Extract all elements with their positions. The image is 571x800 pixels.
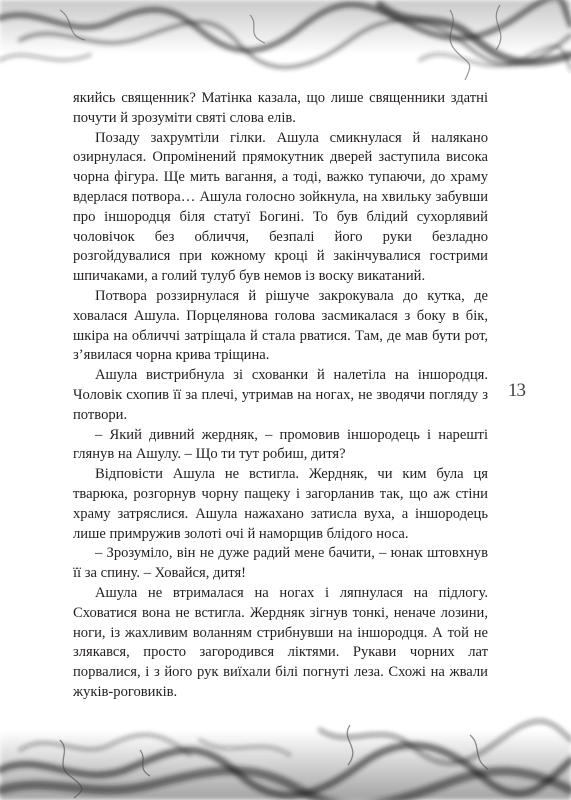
paragraph: – Який дивний жердняк, – промовив іншородець і нарешті глянув на Ашулу. – Що ти тут робиш, дитя? xyxy=(73,426,488,463)
paragraph: Потвора роззирнулася й рішуче закрокувала до кутка, де ховалася Ашула. Порцелянова голова засмикалася з боку в бік, шкіра на обличчі затріщала й стала рватися. Там, де мав бути рот, з’явилася чорна крива тріщина. xyxy=(73,287,488,364)
body-text xyxy=(73,89,488,703)
page-number: 13 xyxy=(508,380,525,401)
paragraph: якийсь священник? Матінка казала, що лише священники здатні почути й зрозуміти святі слова елів. xyxy=(73,90,488,126)
paragraph: – Зрозуміло, він не дуже радий мене бачити, – юнак штовхнув її за спину. – Ховайся, дитя! xyxy=(73,545,488,582)
paragraph: Позаду захрумтіли гілки. Ашула смикнулася й налякано озирнулася. Опромінений прямокутник дверей заступила висока чорна фігура. Ще мить вагання, а тоді, важко тупаючи, до храму вдерлася потвора… Ашула голосно зойкнула, на хвильку забувши про іншородця біля статуї Богині. То був блідий сухорлявий чоловічок без обличчя, безпалі його руки безладно розгойдувалися при кожному кроці й закінчувалися гострими шпичаками, а голий тулуб був немов із воску викатаний. xyxy=(73,129,488,285)
paragraph: Відповісти Ашула не встигла. Жердняк, чи ким була ця тварюка, розгорнув чорну пащеку і загорланив так, що аж стіни храму затряслися. Ашула нажахано затисла вуха, а іншородець лише примружив золоті очі й наморщив блідого носа. xyxy=(73,466,488,542)
smoke-border-top xyxy=(0,0,571,95)
smoke-border-bottom xyxy=(0,690,571,800)
paragraph: Ашула вистрибнула зі схованки й налетіла на іншородця. Чоловік схопив її за плечі, утримав на ногах, не зводячи погляду з потвори. xyxy=(73,367,488,423)
paragraph: Ашула не втрималася на ногах і ляпнулася на підлогу. Сховатися вона не встигла. Жердняк зігнув тонкі, неначе лозини, ноги, із жахливим воланням стрибнувши на іншородця. А той не злякався, просто загородився ліктями. Рукави чорних лат порвалися, і з його рук виїхали білі погнуті леза. Схожі на жвали жуків-роговиків. xyxy=(73,584,488,700)
